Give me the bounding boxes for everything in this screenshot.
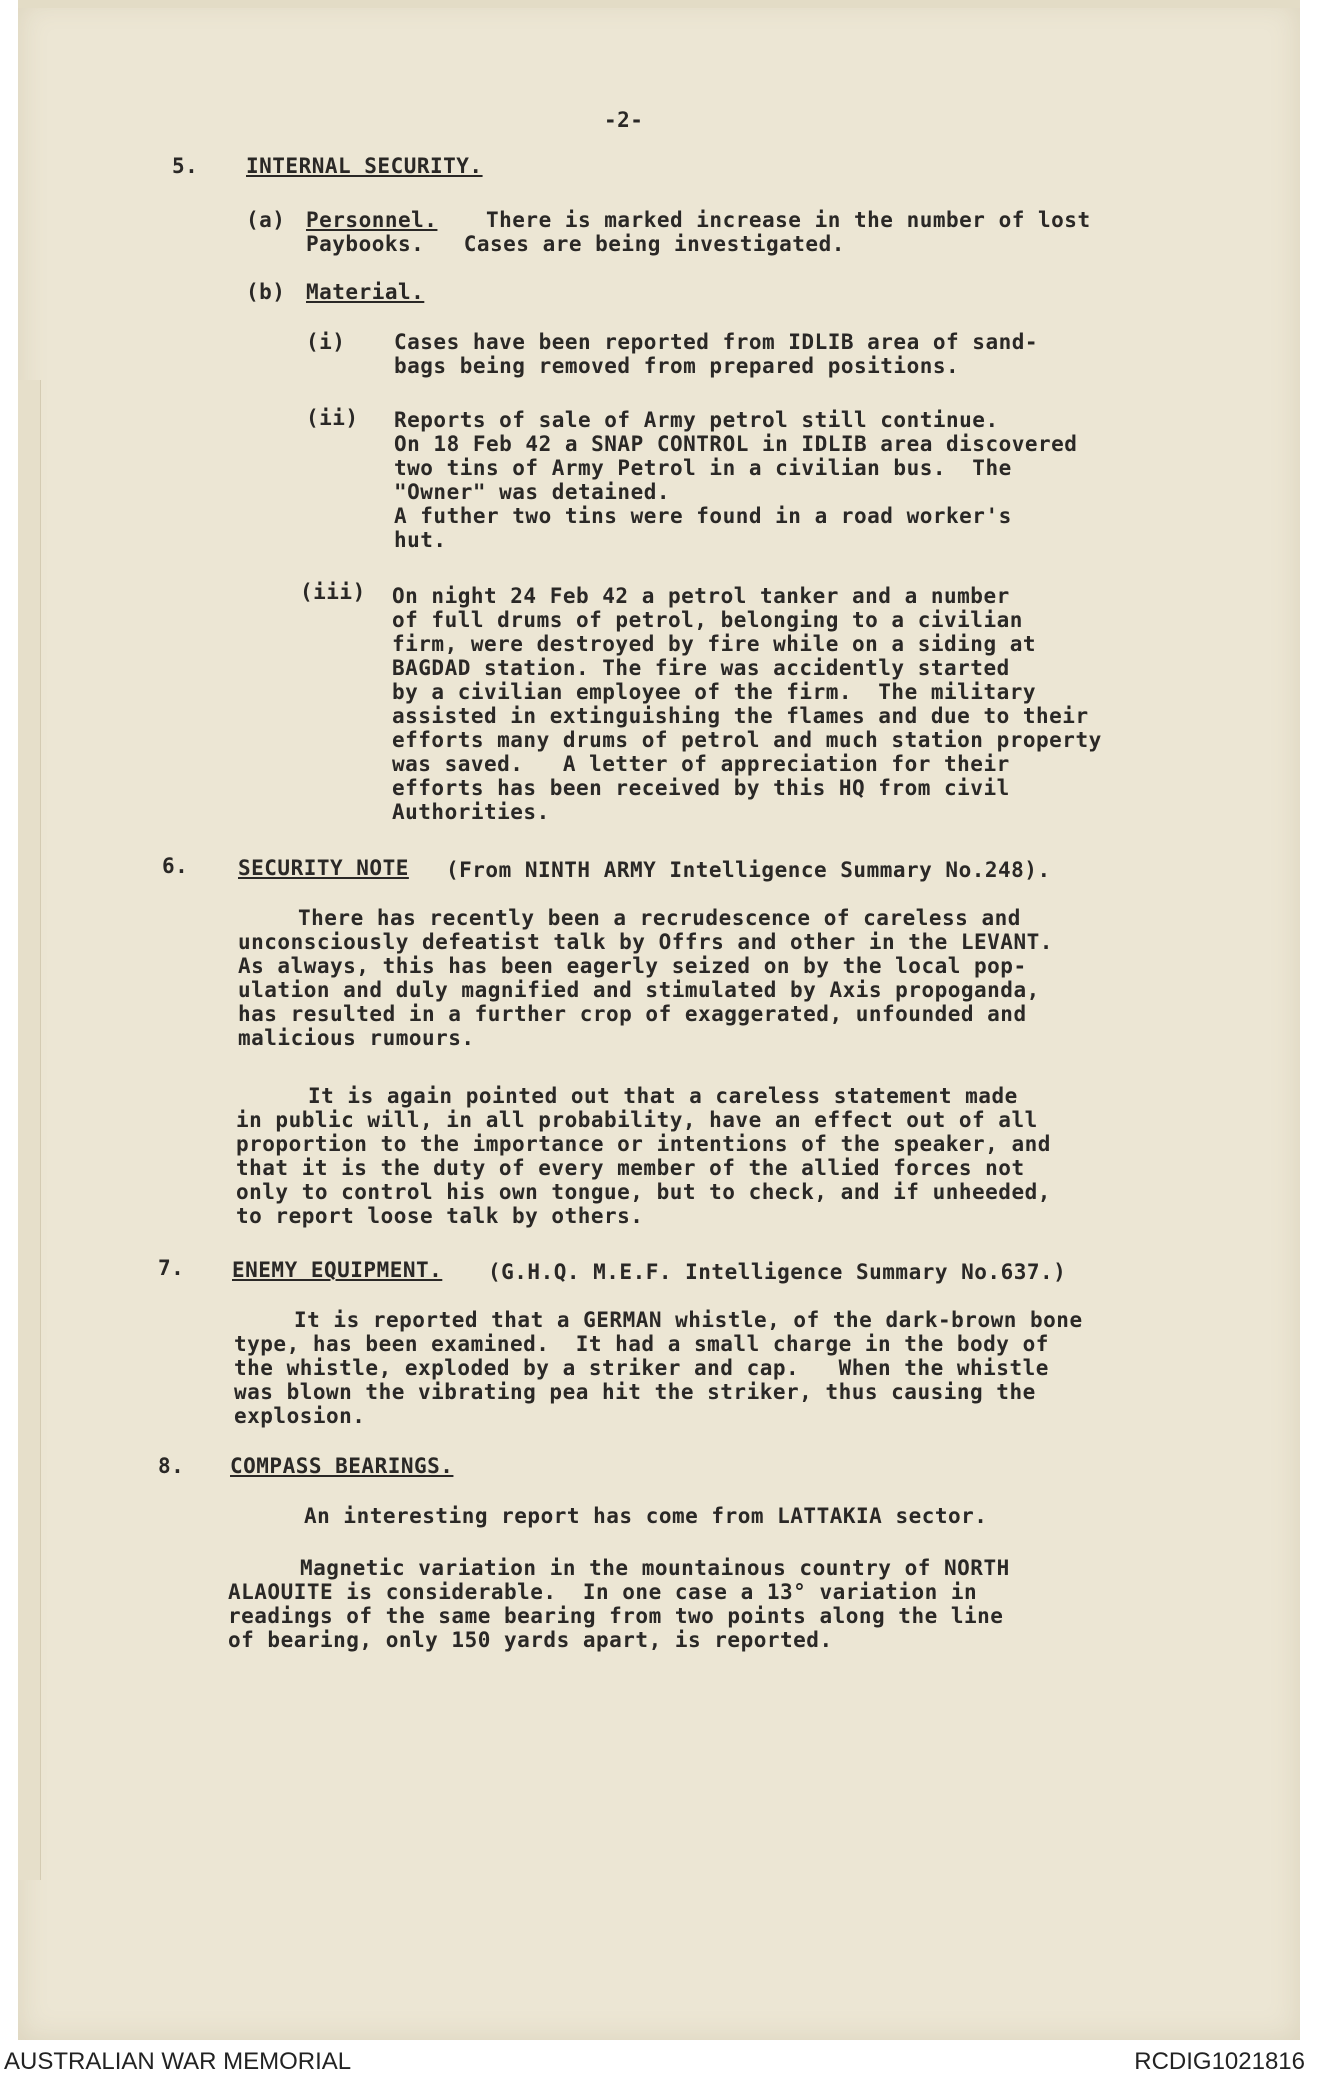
item-a-label: (a)	[246, 208, 286, 232]
text-line: that it is the duty of every member of the allied forces not	[236, 1156, 1025, 1180]
text-line: firm, were destroyed by fire while on a siding at	[392, 632, 1037, 656]
text-line: BAGDAD station. The fire was accidently started	[392, 656, 1010, 680]
text-line: Reports of sale of Army petrol still continue.	[394, 408, 999, 432]
text-line: assisted in extinguishing the flames and due to their	[392, 704, 1089, 728]
text-line: has resulted in a further crop of exaggerated, unfounded and	[238, 1002, 1027, 1026]
text-line: It is again pointed out that a careless statement made	[308, 1084, 1018, 1108]
text-line: bags being removed from prepared positions.	[394, 354, 960, 378]
section-7-source: (G.H.Q. M.E.F. Intelligence Summary No.637.)	[488, 1260, 1067, 1284]
text-line: As always, this has been eagerly seized on by the local pop-	[238, 954, 1027, 978]
text-line: proportion to the importance or intentions of the speaker, and	[236, 1132, 1051, 1156]
subitem-ii-label: (ii)	[306, 406, 359, 430]
text-line: It is reported that a GERMAN whistle, of the dark-brown bone	[294, 1308, 1083, 1332]
section-7-number: 7.	[158, 1256, 185, 1280]
text-line: hut.	[394, 528, 447, 552]
section-6-number: 6.	[162, 854, 189, 878]
text-line: ulation and duly magnified and stimulated by Axis propoganda,	[238, 978, 1040, 1002]
section-8-paragraph-1: An interesting report has come from LATTAKIA sector.	[304, 1504, 988, 1528]
text-line: was blown the vibrating pea hit the striker, thus causing the	[234, 1380, 1036, 1404]
footer-institution: AUSTRALIAN WAR MEMORIAL	[4, 2048, 352, 2075]
section-8-heading: COMPASS BEARINGS.	[230, 1454, 454, 1478]
section-6-source: (From NINTH ARMY Intelligence Summary No.248).	[446, 858, 1051, 882]
text-line: There has recently been a recrudescence of careless and	[298, 906, 1021, 930]
item-a-text-line2: Paybooks. Cases are being investigated.	[306, 232, 845, 256]
text-line: only to control his own tongue, but to check, and if unheeded,	[236, 1180, 1051, 1204]
section-5-heading: INTERNAL SECURITY.	[246, 154, 483, 178]
text-line: efforts many drums of petrol and much station property	[392, 728, 1102, 752]
text-line: unconsciously defeatist talk by Offrs and other in the LEVANT.	[238, 930, 1053, 954]
text-line: A futher two tins were found in a road worker's	[394, 504, 1012, 528]
text-line: On 18 Feb 42 a SNAP CONTROL in IDLIB area discovered	[394, 432, 1078, 456]
section-7-heading: ENEMY EQUIPMENT.	[232, 1258, 443, 1282]
section-6-heading: SECURITY NOTE	[238, 856, 409, 880]
item-b-label: (b)	[246, 280, 286, 304]
text-line: explosion.	[234, 1404, 366, 1428]
text-line: efforts has been received by this HQ from civil	[392, 776, 1010, 800]
text-line: Magnetic variation in the mountainous country of NORTH	[300, 1556, 1010, 1580]
text-line: two tins of Army Petrol in a civilian bus. The	[394, 456, 1012, 480]
item-a-text-line1: There is marked increase in the number of lost	[486, 208, 1091, 232]
text-line: readings of the same bearing from two points along the line	[228, 1604, 1004, 1628]
text-line: Authorities.	[392, 800, 550, 824]
text-line: "Owner" was detained.	[394, 480, 671, 504]
page-number: -2-	[604, 108, 644, 132]
text-line: in public will, in all probability, have an effect out of all	[236, 1108, 1038, 1132]
text-line: was saved. A letter of appreciation for their	[392, 752, 1010, 776]
text-line: of bearing, only 150 yards apart, is reported.	[228, 1628, 833, 1652]
archive-footer	[0, 2040, 1317, 2082]
subitem-i-label: (i)	[306, 330, 346, 354]
text-line: ALAOUITE is considerable. In one case a 13° variation in	[228, 1580, 978, 1604]
text-line: Cases have been reported from IDLIB area of sand-	[394, 330, 1039, 354]
text-line: to report loose talk by others.	[236, 1204, 644, 1228]
text-line: type, has been examined. It had a small charge in the body of	[234, 1332, 1049, 1356]
footer-record-id: RCDIG1021816	[1134, 2048, 1305, 2075]
text-line: of full drums of petrol, belonging to a civilian	[392, 608, 1023, 632]
item-b-title: Material.	[306, 280, 425, 304]
section-5-number: 5.	[172, 154, 199, 178]
text-line: by a civilian employee of the firm. The military	[392, 680, 1037, 704]
text-line: the whistle, exploded by a striker and cap. When the whistle	[234, 1356, 1049, 1380]
subitem-iii-label: (iii)	[300, 580, 366, 604]
item-a-title: Personnel.	[306, 208, 438, 232]
section-8-number: 8.	[158, 1454, 185, 1478]
text-line: malicious rumours.	[238, 1026, 475, 1050]
text-line: On night 24 Feb 42 a petrol tanker and a number	[392, 584, 1010, 608]
